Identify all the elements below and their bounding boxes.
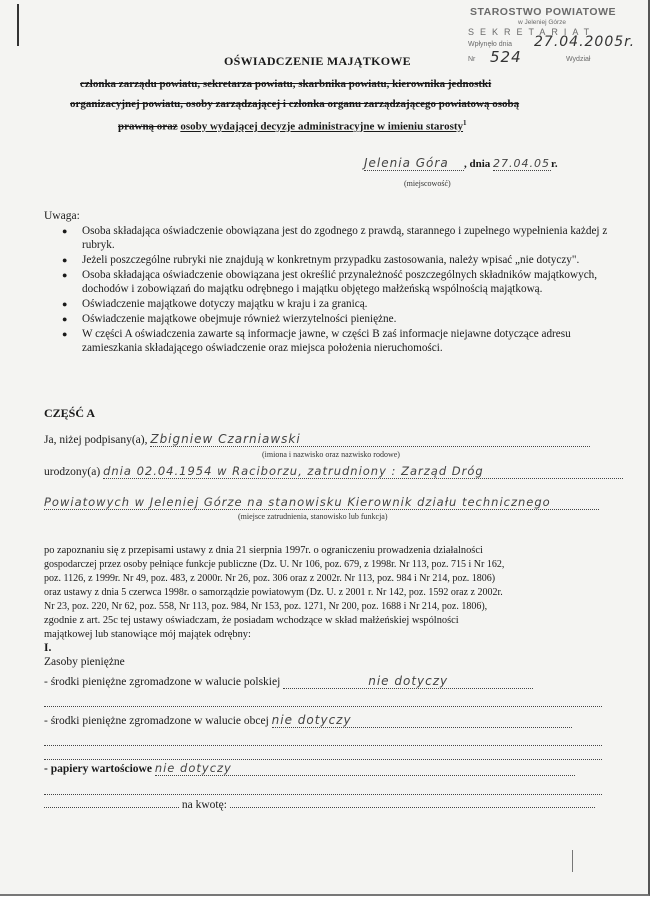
footnote-mark: 1 <box>463 119 467 127</box>
legal-line-6: zgodnie z art. 25c tej ustawy oświadczam, że posiadam wchodzące w skład małżeńskiej wspólności <box>44 615 459 626</box>
foreign-value: nie dotyczy <box>272 713 572 728</box>
subtitle-line-1: członka zarządu powiatu, sekretarza powiatu, skarbnika powiatu, kierownika jednostki <box>80 78 492 90</box>
stamp-received-date: 27.04.2005r. <box>534 34 636 50</box>
stamp-issued-label: Wydział <box>566 56 591 63</box>
section-i: I. <box>44 642 52 654</box>
securities-label: - papiery wartościowe <box>44 763 152 775</box>
foreign-row <box>44 713 572 728</box>
date-value: 27.04.05 <box>493 157 551 170</box>
funds-heading: Zasoby pieniężne <box>44 656 125 668</box>
stamp-office: STAROSTWO POWIATOWE <box>470 6 616 18</box>
stamp-town: w Jeleniej Górze <box>518 19 567 26</box>
legal-line-7: majątkowej lub stanowiące mój majątek odrębny: <box>44 629 251 640</box>
subtitle-struck-part: prawną oraz <box>118 120 178 133</box>
signed-caption: (imiona i nazwisko oraz nazwisko rodowe) <box>262 450 400 459</box>
born-label: urodzony(a) <box>44 466 101 478</box>
registry-stamp <box>458 4 648 68</box>
scan-mark <box>572 850 573 872</box>
pln-value: nie dotyczy <box>283 674 533 689</box>
note-item: ● Oświadczenie majątkowe obejmuje również wierzytelności pieniężne. <box>60 312 620 326</box>
legal-line-1: po zapoznaniu się z przepisami ustawy z dnia 21 sierpnia 1997r. o ograniczeniu prowadzenia działalności <box>44 545 483 556</box>
date-prefix: , dnia <box>464 158 491 170</box>
amount-blank <box>230 796 595 808</box>
date-suffix: r. <box>551 158 558 170</box>
foreign-label: - środki pieniężne zgromadzone w walucie obcej <box>44 715 269 727</box>
note-item: ● W części A oświadczenia zawarte są informacje jawne, w części B zaś informacje niejawne dotyczące adresu zamieszkania składającego oświadczenie oraz miejsca położenia nieruchomości. <box>60 327 620 355</box>
margin-mark <box>17 4 19 46</box>
signed-row <box>44 432 590 447</box>
employment-value: Powiatowych w Jeleniej Górze na stanowisku Kierownik działu technicznego <box>44 495 599 510</box>
employment-caption: (miejsce zatrudnienia, stanowisko lub funkcja) <box>238 512 388 521</box>
stamp-received-label: Wpłynęło dnia <box>468 41 512 48</box>
subtitle-line-3 <box>118 119 467 133</box>
subtitle-line-2: organizacyjnej powiatu, osoby zarządzającej i członka organu zarządzającego powiatową osobą <box>70 98 520 110</box>
blank-line <box>44 733 602 746</box>
signed-value: Zbigniew Czarniawski <box>150 432 590 447</box>
note-item: ● Osoba składająca oświadczenie obowiązana jest określić przynależność poszczególnych składników majątkowych, dochodów i zobowiązań do majątku odrębnego i majątku objętego małżeńską wspólnością majątkową. <box>60 268 620 296</box>
part-a-heading: CZĘŚĆ A <box>44 406 96 420</box>
stamp-no-label: Nr <box>468 56 476 63</box>
legal-line-5: Nr 23, poz. 220, Nr 62, poz. 558, Nr 113, poz. 984, Nr 153, poz. 1271, Nr 200, poz. 1688 i Nr 214, poz. 1806), <box>44 601 488 612</box>
amount-leader <box>44 796 179 808</box>
note-item: ● Oświadczenie majątkowe dotyczy majątku w kraju i za granicą. <box>60 297 620 311</box>
note-item: ● Osoba składająca oświadczenie obowiązana jest do zgodnego z prawdą, starannego i zupełnego wypełnienia każdej z rubryk. <box>60 224 620 252</box>
stamp-dept: SEKRETARIAT <box>468 27 596 37</box>
securities-value: nie dotyczy <box>155 761 575 776</box>
blank-line <box>44 782 602 795</box>
legal-line-2: gospodarczej przez osoby pełniące funkcje publiczne (Dz. U. Nr 106, poz. 679, z 1998r. Nr 113, poz. 715 i Nr 162, <box>44 559 505 570</box>
pln-label: - środki pieniężne zgromadzone w walucie polskiej <box>44 676 281 688</box>
notes-heading: Uwaga: <box>44 210 80 222</box>
born-value: dnia 02.04.1954 w Raciborzu, zatrudniony : Zarząd Dróg <box>103 464 623 479</box>
blank-line <box>44 749 602 760</box>
signed-label: Ja, niżej podpisany(a), <box>44 434 148 446</box>
born-row <box>44 464 623 479</box>
pln-row <box>44 674 533 689</box>
page-title: OŚWIADCZENIE MAJĄTKOWE <box>224 54 411 68</box>
securities-row <box>44 761 575 776</box>
place-date-row <box>364 156 558 171</box>
note-item: ● Jeżeli poszczególne rubryki nie znajdują w konkretnym przypadku zastosowania, należy wpisać „nie dotyczy". <box>60 253 620 267</box>
subtitle-kept-part: osoby wydającej decyzje administracyjne w imieniu starosty <box>180 120 464 133</box>
amount-label: na kwotę: <box>181 799 227 811</box>
legal-line-4: oraz ustawy z dnia 5 czerwca 1998r. o samorządzie powiatowym (Dz. U. z 2001 r. Nr 142, poz. 1592 oraz z 2002r. <box>44 587 503 598</box>
notes-list <box>60 224 620 356</box>
legal-line-3: poz. 1126, z 1999r. Nr 49, poz. 483, z 2000r. Nr 26, poz. 306 oraz z 2002r. Nr 113, poz. 984 i Nr 214, poz. 1806) <box>44 573 496 584</box>
amount-row <box>44 796 595 811</box>
stamp-no-value: 524 <box>490 48 522 66</box>
place-value: Jelenia Góra <box>364 156 464 171</box>
blank-line <box>44 694 602 707</box>
place-caption: (miejscowość) <box>404 179 451 188</box>
